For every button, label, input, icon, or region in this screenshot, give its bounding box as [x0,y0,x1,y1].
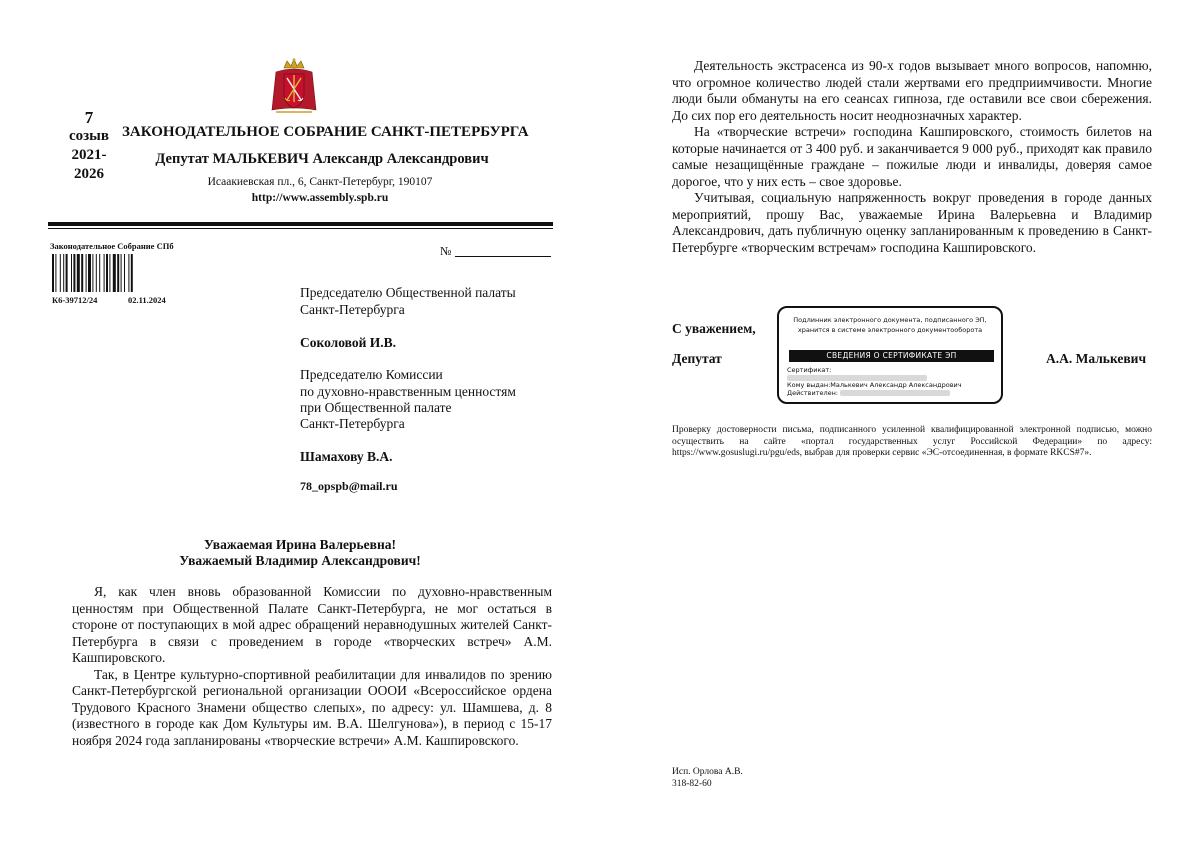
greeting-line-1: Уважаемая Ирина Валерьевна! [204,537,396,552]
electronic-signature-stamp [777,306,1003,404]
addressee-2-position-line-4: Санкт-Петербурга [300,416,405,431]
spb-coat-of-arms-icon [270,58,318,116]
addressee-email[interactable]: 78_opspb@mail.ru [300,479,398,493]
executor-block [672,766,743,790]
org-title: ЗАКОНОДАТЕЛЬНОЕ СОБРАНИЕ САНКТ-ПЕТЕРБУРГА [122,124,529,140]
barcode-bar [104,254,105,292]
barcode-bar [96,254,97,292]
convocation-years-end: 2026 [74,166,104,182]
number-blank-line [455,246,551,257]
validity-blurred-value [840,390,950,396]
barcode-bar [131,254,133,292]
addressee-1-position-line-2: Санкт-Петербурга [300,302,405,317]
validity-label: Действителен: [787,389,839,397]
barcode-bar [52,254,54,292]
letter-body-left [72,584,552,749]
barcode-bar [128,254,129,292]
barcode [52,254,170,292]
letter-body-right [672,58,1152,256]
convocation-years-start: 2021- [71,147,107,163]
barcode-bar [92,254,93,292]
barcode-bar [86,254,87,292]
stamp-note-line-2: хранится в системе электронного документооборота [797,326,983,334]
barcode-bar [81,254,83,292]
registration-number: К6-39712/24 [52,295,98,305]
barcode-bar [106,254,108,292]
barcode-bar [60,254,61,292]
barcode-bar [73,254,75,292]
executor-phone: 318-82-60 [672,779,712,789]
signature-verification-note: Проверку достоверности письма, подписанного усиленной квалифицированной электронной подписью, можно осуществить на сайте «портал государственных услуг Российской Федерации» по адресу: https://www.gosuslugi.ru/pgu/eds, выбрав для проверки сервис «ЭС-отсоединенная, в формате RKCS#7». [672,425,1152,458]
org-address: Исаакиевская пл., 6, Санкт-Петербург, 190107 [207,176,433,188]
org-website-link[interactable]: http://www.assembly.spb.ru [251,192,389,204]
certificate-line [787,366,831,374]
barcode-bar [113,254,116,292]
addressee-1-position-line-1: Председателю Общественной палаты [300,285,516,300]
barcode-bar [109,254,110,292]
certificate-info-header: СВЕДЕНИЯ О СЕРТИФИКАТЕ ЭП [789,350,994,362]
barcode-bar [71,254,72,292]
barcode-bar [77,254,80,292]
executor-name: Исп. Орлова А.В. [672,767,743,777]
barcode-bar [55,254,56,292]
registration-date: 02.11.2024 [128,295,166,305]
barcode-bar [63,254,64,292]
addressee-2-position-line-2: по духовно-нравственным ценностям [300,384,516,399]
barcode-bar [124,254,125,292]
body-paragraph-3: Деятельность экстрасенса из 90-х годов вызывает много вопросов, напомню, что огромное количество людей стали жертвами его предприимчивости. Многие люди были обмануты на его сеансах гипноза, где оставили все свои сбережения. До сих пор его деятельность носит неоднозначных характер. [672,58,1152,123]
body-paragraph-2: Так, в Центре культурно-спортивной реабилитации для инвалидов по зрению Санкт-Петербургской региональной организации ОООИ «Всероссийское ордена Трудового Красного Знамени общество слепых», по адресу: ул. Шамшева, д. 8 (известного в городе как Дом Культуры им. В.А. Шелгунова»), в период с 15-17 ноября 2024 года запланированы «творческие встречи» А.М. Кашпировского. [72,666,552,748]
addressee-2-position-line-1: Председателю Комиссии [300,367,443,382]
convocation-block [64,108,114,184]
addressee-1-name: Соколовой И.В. [300,335,397,350]
body-paragraph-5: Учитывая, социальную напряженность вокруг проведения в городе данных мероприятий, прошу Вас, уважаемые Ирина Валерьевна и Владимир Александрович, дать публичную оценку запланированным к проведению в Санкт-Петербурге «творческим встречам» господина Кашпировского. [672,190,1152,255]
barcode-bar [121,254,122,292]
header-divider-thin [48,228,553,229]
registration-org: Законодательное Собрание СПб [50,241,174,251]
barcode-bar [99,254,100,292]
signer-name: А.А. Малькевич [1046,351,1147,366]
barcode-bar [88,254,91,292]
convocation-number: 7 [84,108,94,127]
body-paragraph-1: Я, как член вновь образованной Комиссии по духовно-нравственным ценностям при Общественной Палате Санкт-Петербурга, не мог остаться в стороне от поступающих в мой адрес обращений неравнодушных жителей Санкт-Петербурга в связи с проведением в городе «творческих встреч» А.М. Кашпировского. [72,584,552,665]
body-paragraph-4: На «творческие встречи» господина Кашпировского, стоимость билетов на которые начинается от 3 400 руб. и заканчивается 9 000 руб., приходят как правило самые незащищённые граждане – пожилые люди и инвалиды, доверяя самое дорогое, что у них есть – свое здоровье. [672,124,1152,189]
closing-respect: С уважением, [672,321,756,336]
header-divider-thick [48,222,553,226]
certificate-issued-to: Кому выдан:Малькевич Александр Александрович [787,381,962,389]
deputy-header-line: Депутат МАЛЬКЕВИЧ Александр Александрович [155,151,489,167]
certificate-label: Сертификат: [787,366,832,374]
outgoing-number-field [440,244,551,259]
certificate-validity [787,389,950,397]
number-sign: № [440,244,452,258]
signer-position: Депутат [672,351,722,366]
addressee-2-position-line-3: при Общественной палате [300,400,452,415]
stamp-note [779,315,1001,335]
stamp-note-line-1: Подлинник электронного документа, подписанного ЭП, [793,316,987,324]
barcode-bar [66,254,68,292]
addressee-2-name: Шамахову В.А. [300,449,393,464]
convocation-word: созыв [69,128,109,144]
greeting-line-2: Уважаемый Владимир Александрович! [179,553,421,568]
barcode-bar [117,254,119,292]
